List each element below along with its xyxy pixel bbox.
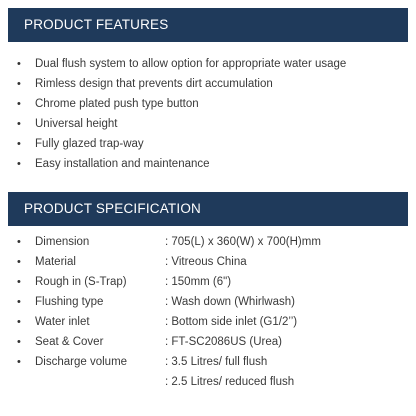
spec-row-rough-in <box>8 272 408 292</box>
feature-item <box>8 74 408 94</box>
spec-label: Water inlet <box>35 316 90 328</box>
spec-label: Rough in (S-Trap) <box>35 276 127 288</box>
product-specification-header: PRODUCT SPECIFICATION <box>8 192 408 226</box>
product-features-header: PRODUCT FEATURES <box>8 8 408 42</box>
spec-value: : 705(L) x 360(W) x 700(H)mm <box>165 236 321 248</box>
bullet-icon: • <box>17 316 21 328</box>
spec-row-discharge-volume-reduced <box>8 372 408 392</box>
spec-value: : FT-SC2086US (Urea) <box>165 336 282 348</box>
feature-item <box>8 94 408 114</box>
bullet-icon: • <box>17 236 21 248</box>
bullet-icon: • <box>17 58 21 70</box>
feature-text: Universal height <box>35 118 118 130</box>
spec-label: Flushing type <box>35 296 104 308</box>
bullet-icon: • <box>17 98 21 110</box>
bullet-icon: • <box>17 356 21 368</box>
spec-value: : 2.5 Litres/ reduced flush <box>165 376 295 388</box>
bullet-icon: • <box>17 276 21 288</box>
spec-value: : Bottom side inlet (G1/2’’) <box>165 316 298 328</box>
bullet-icon: • <box>17 336 21 348</box>
spec-row-discharge-volume <box>8 352 408 372</box>
spec-table <box>8 232 408 392</box>
bullet-icon: • <box>17 296 21 308</box>
bullet-icon: • <box>17 158 21 170</box>
feature-item <box>8 114 408 134</box>
feature-list <box>8 54 408 174</box>
spec-label: Seat & Cover <box>35 336 104 348</box>
spec-label: Material <box>35 256 76 268</box>
feature-item <box>8 134 408 154</box>
bullet-icon: • <box>17 78 21 90</box>
feature-text: Easy installation and maintenance <box>35 158 210 170</box>
spec-row-water-inlet <box>8 312 408 332</box>
spec-label: Discharge volume <box>35 356 128 368</box>
product-specification-panel <box>8 192 408 410</box>
spec-value: : 150mm (6") <box>165 276 232 288</box>
feature-item <box>8 54 408 74</box>
feature-text: Rimless design that prevents dirt accumulation <box>35 78 273 90</box>
spec-row-flushing-type <box>8 292 408 312</box>
spec-row-dimension <box>8 232 408 252</box>
spec-row-material <box>8 252 408 272</box>
feature-text: Fully glazed trap-way <box>35 138 144 150</box>
feature-text: Chrome plated push type button <box>35 98 199 110</box>
feature-text: Dual flush system to allow option for appropriate water usage <box>35 58 347 70</box>
spec-value: : Wash down (Whirlwash) <box>165 296 295 308</box>
bullet-icon: • <box>17 256 21 268</box>
bullet-icon: • <box>17 138 21 150</box>
spec-value: : Vitreous China <box>165 256 247 268</box>
product-features-panel <box>8 8 408 176</box>
feature-item <box>8 154 408 174</box>
bullet-icon: • <box>17 118 21 130</box>
spec-value: : 3.5 Litres/ full flush <box>165 356 268 368</box>
spec-label: Dimension <box>35 236 90 248</box>
spec-row-seat-cover <box>8 332 408 352</box>
